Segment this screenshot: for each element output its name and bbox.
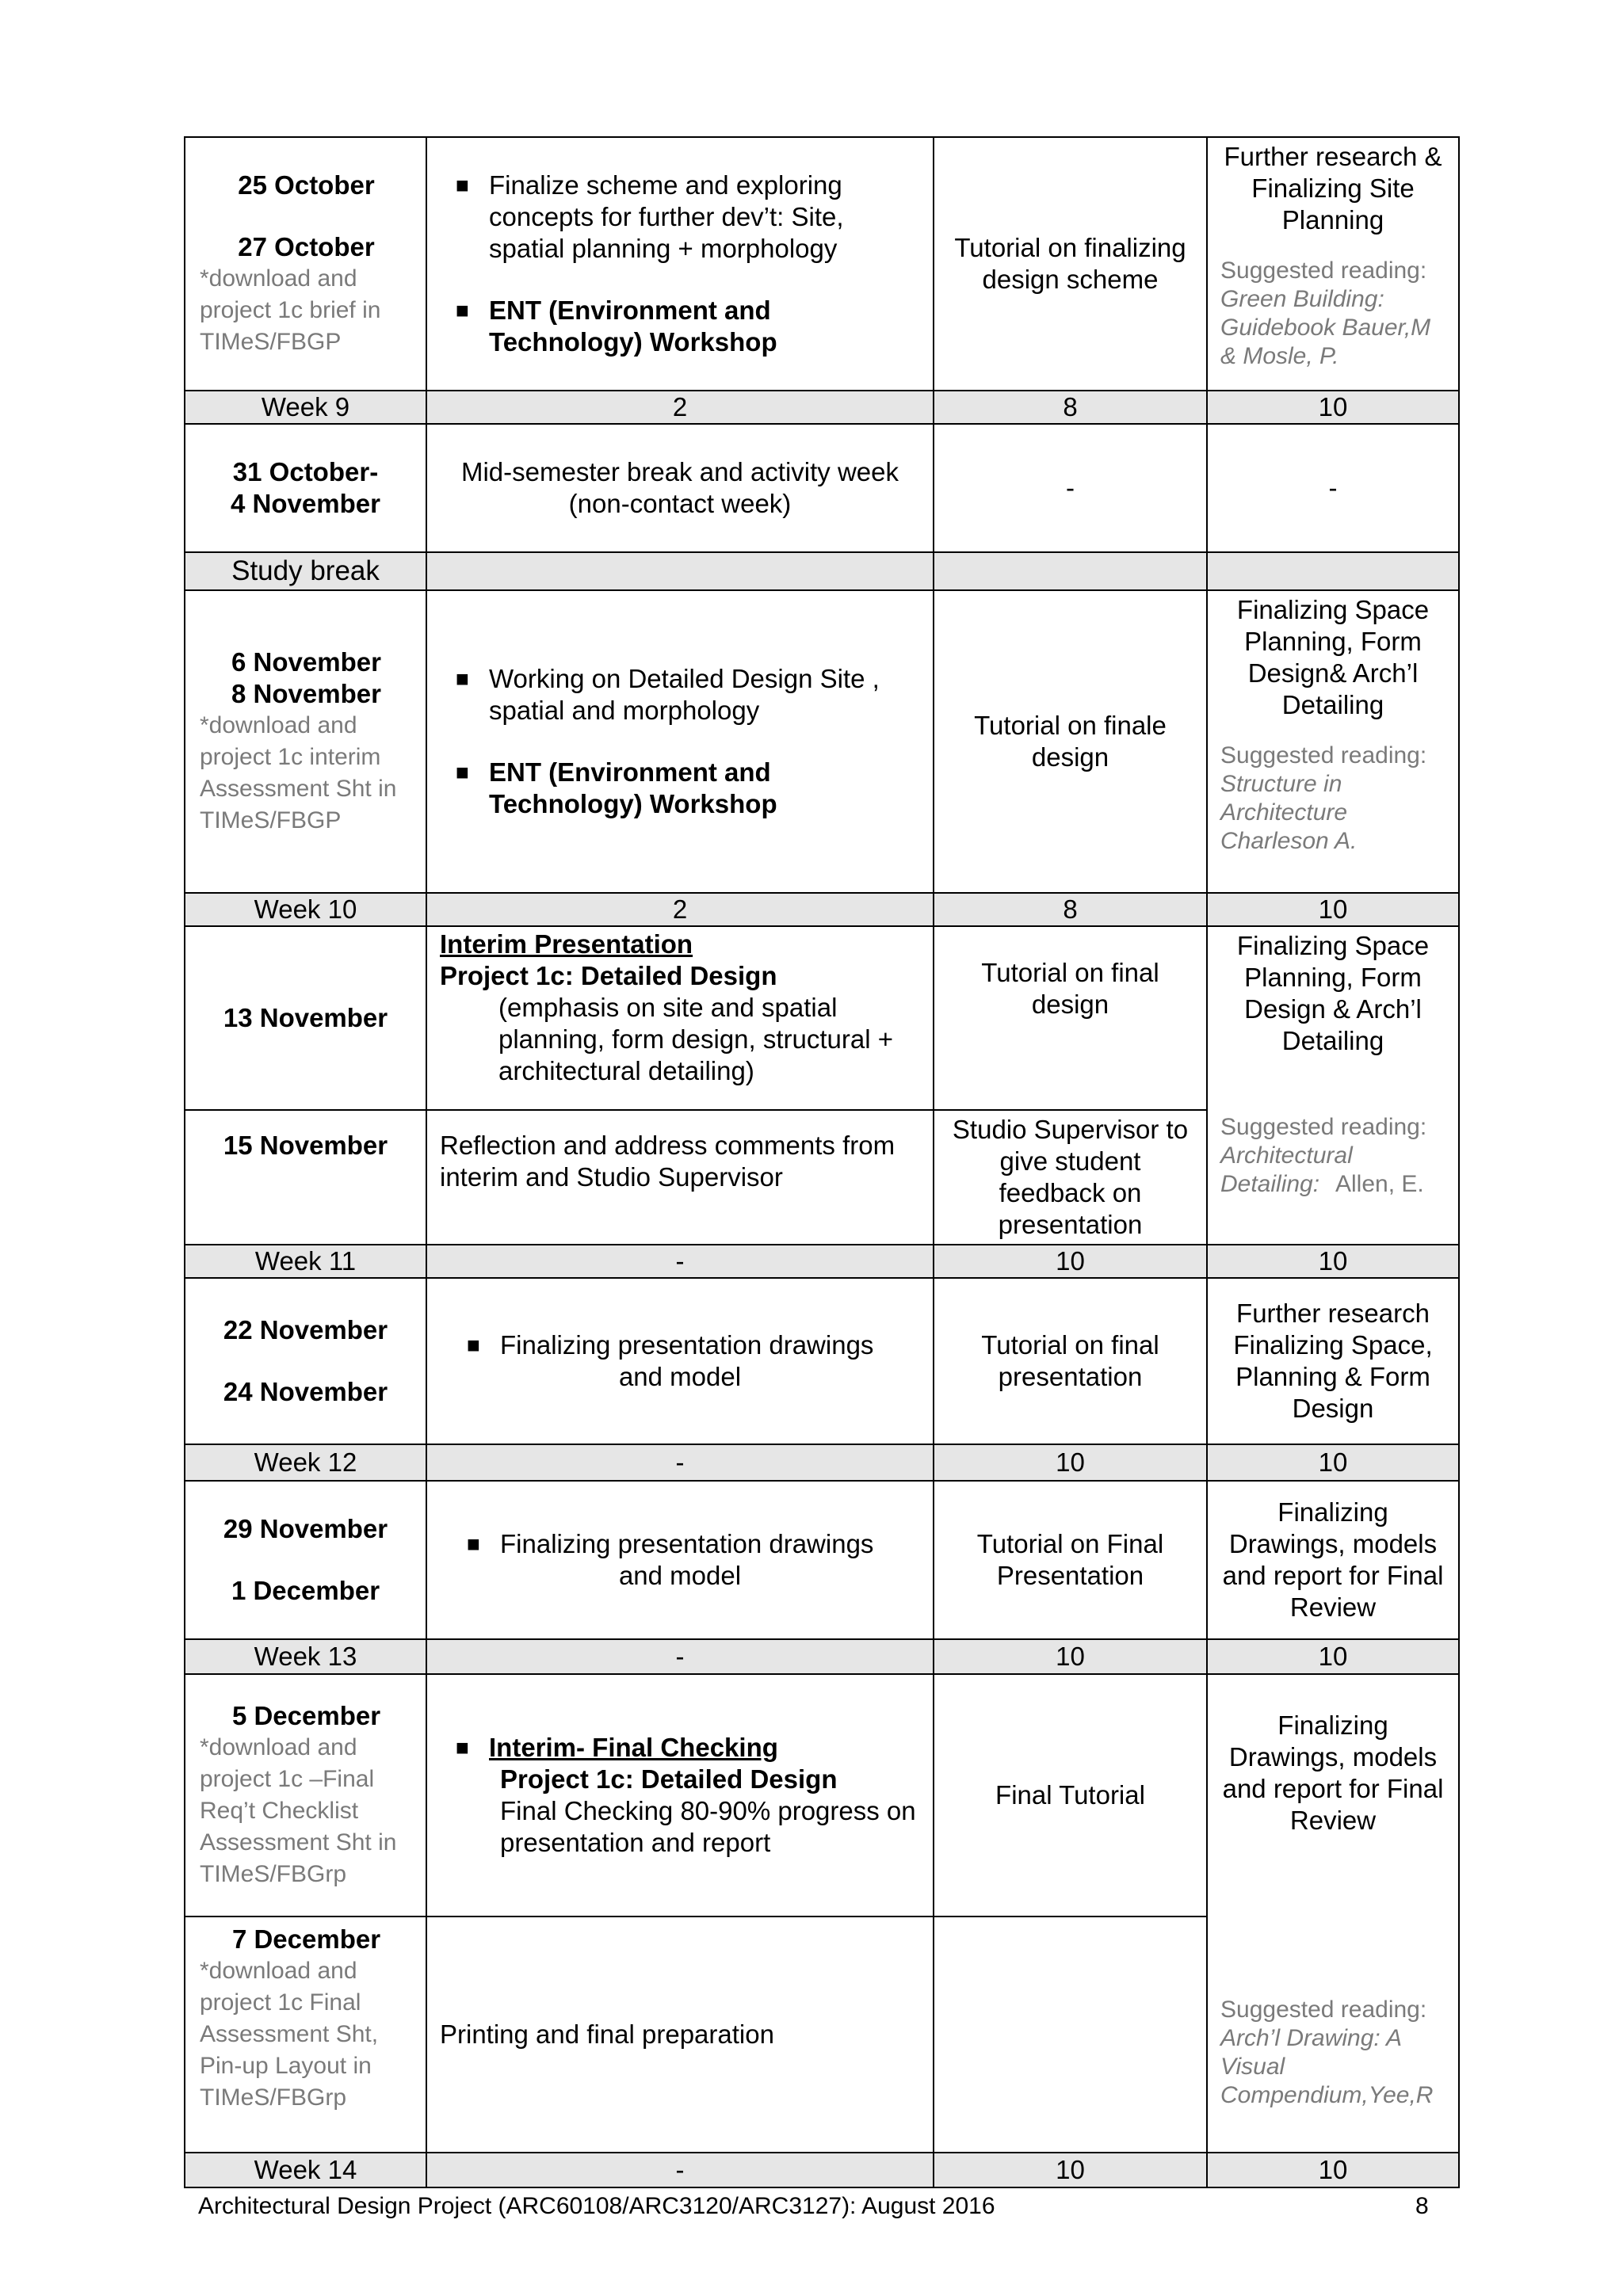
dash-cell: -	[1207, 424, 1459, 552]
week-hours: -	[426, 1245, 934, 1278]
checking-desc: Final Checking 80-90% progress on presentation and report	[500, 1796, 916, 1857]
suggested-reading-label: Suggested reading:	[1220, 1114, 1427, 1140]
square-bullet-icon: ■	[467, 1531, 480, 1556]
week-label: Week 9	[185, 391, 426, 424]
study-break-label: Study break	[185, 552, 426, 590]
date-label: 7 December	[231, 1924, 381, 1954]
break-text: (non-contact week)	[568, 489, 792, 518]
suggested-reading-text: Arch’l Drawing: A Visual Compendium,Yee,R	[1220, 2025, 1434, 2108]
week-hours: 10	[1207, 893, 1459, 926]
date-label: 15 November	[185, 1110, 426, 1245]
activity-bullet: ■ ENT (Environment and Technology) Workshop	[440, 757, 920, 820]
footer-course-title: Architectural Design Project (ARC60108/ARC3120/ARC3127): August 2016	[198, 2193, 995, 2219]
week-hours: -	[426, 1639, 934, 1674]
week-hours: 8	[934, 391, 1207, 424]
date-label: 4 November	[231, 489, 380, 518]
schedule-row-nov29	[185, 1481, 1459, 1639]
download-note: *download and project 1c interim Assessment Sht in TIMeS/FBGP	[200, 712, 397, 833]
square-bullet-icon: ■	[456, 1735, 469, 1760]
week-label: Week 13	[185, 1639, 426, 1674]
activity-bullet: ■ Interim- Final Checking	[440, 1732, 920, 1764]
week-hours: -	[426, 1444, 934, 1481]
date-label: 24 November	[223, 1377, 388, 1406]
study-task: Further research & Finalizing Site Planning	[1224, 142, 1442, 235]
study-task: Finalizing Drawings, models and report for Final Review	[1207, 1674, 1459, 1917]
square-bullet-icon: ■	[456, 666, 469, 691]
tutorial-cell: Studio Supervisor to give student feedback on presentation	[934, 1110, 1207, 1245]
schedule-row-nov13	[185, 926, 1459, 1110]
week-hours: -	[426, 2153, 934, 2187]
week-hours: 2	[426, 391, 934, 424]
week-row	[185, 2153, 1459, 2187]
presentation-desc: (emphasis on site and spatial planning, form design, structural + architectural detailing)	[498, 993, 894, 1085]
week-label: Week 10	[185, 893, 426, 926]
study-task: Finalizing Space Planning, Form Design& Arch’l Detailing	[1236, 595, 1430, 719]
week-hours: 2	[426, 893, 934, 926]
activity-bullet-cont: and model	[618, 1362, 742, 1391]
tutorial-cell: Tutorial on Final Presentation	[934, 1481, 1207, 1639]
tutorial-cell: Tutorial on final presentation	[934, 1278, 1207, 1444]
date-label: 31 October-	[232, 457, 379, 486]
square-bullet-icon: ■	[456, 173, 469, 197]
schedule-row-nov15	[185, 1110, 1459, 1245]
dash-cell: -	[934, 424, 1207, 552]
week-row	[185, 893, 1459, 926]
week-hours: 10	[934, 2153, 1207, 2187]
activity-bullet: ■ Finalize scheme and exploring concepts for further dev’t: Site, spatial planning + morphology	[440, 170, 920, 265]
week-hours: 10	[1207, 1444, 1459, 1481]
schedule-row-nov6	[185, 590, 1459, 893]
week-row	[185, 1639, 1459, 1674]
printing-text: Printing and final preparation	[426, 1917, 934, 2153]
activity-bullet-cont: and model	[618, 1561, 742, 1590]
tutorial-cell: Tutorial on finalizing design scheme	[934, 137, 1207, 391]
week-label: Week 12	[185, 1444, 426, 1481]
date-label: 22 November	[223, 1315, 388, 1344]
week-label: Week 11	[185, 1245, 426, 1278]
date-label: 25 October	[238, 170, 375, 200]
activity-bullet: ■ ENT (Environment and Technology) Workshop	[440, 295, 920, 358]
week-row	[185, 1245, 1459, 1278]
date-label: 27 October	[238, 232, 375, 261]
week-hours: 10	[934, 1245, 1207, 1278]
activity-bullet: ■ Working on Detailed Design Site , spatial and morphology	[440, 663, 920, 727]
week-hours: 8	[934, 893, 1207, 926]
week-hours: 10	[1207, 391, 1459, 424]
study-task: Further research Finalizing Space, Planning & Form Design	[1207, 1278, 1459, 1444]
square-bullet-icon: ■	[456, 298, 469, 322]
study-task: Finalizing Space Planning, Form Design & Arch’l Detailing	[1207, 926, 1459, 1110]
project-title: Project 1c: Detailed Design	[500, 1764, 838, 1794]
week-row	[185, 1444, 1459, 1481]
suggested-reading-label: Suggested reading:	[1220, 257, 1427, 284]
date-label: 8 November	[231, 679, 381, 708]
date-label: 1 December	[231, 1576, 380, 1605]
date-label: 5 December	[231, 1701, 381, 1730]
square-bullet-icon: ■	[456, 760, 469, 784]
suggested-reading-text: Structure in Architecture Charleson A.	[1220, 771, 1358, 854]
download-note: *download and project 1c brief in TIMeS/FBGP	[200, 265, 381, 355]
week-hours: 10	[1207, 1245, 1459, 1278]
suggested-reading-text: Green Building: Guidebook Bauer,M & Mosle, P.	[1220, 286, 1431, 369]
break-text: Mid-semester break and activity week	[460, 457, 899, 486]
tutorial-cell: Final Tutorial	[934, 1674, 1207, 1917]
schedule-row-oct25	[185, 137, 1459, 391]
square-bullet-icon: ■	[467, 1333, 480, 1357]
suggested-reading-label: Suggested reading:	[1220, 1997, 1427, 2023]
week-label: Week 14	[185, 2153, 426, 2187]
week-hours: 10	[1207, 1639, 1459, 1674]
week-row	[185, 391, 1459, 424]
date-label: 6 November	[231, 647, 381, 677]
activity-bullet: ■ Finalizing presentation drawings	[440, 1329, 920, 1361]
download-note: *download and project 1c Final Assessment Sht, Pin-up Layout in TIMeS/FBGrp	[200, 1958, 379, 2111]
schedule-row-dec7	[185, 1917, 1459, 2153]
schedule-row-nov22	[185, 1278, 1459, 1444]
tutorial-cell: Tutorial on final design	[934, 926, 1207, 1110]
week-hours: 10	[934, 1444, 1207, 1481]
project-title: Project 1c: Detailed Design	[440, 961, 777, 990]
suggested-reading-text: Architectural Detailing:	[1220, 1142, 1353, 1197]
download-note: *download and project 1c –Final Req’t Checklist Assessment Sht in TIMeS/FBGrp	[200, 1734, 397, 1887]
schedule-row-dec5	[185, 1674, 1459, 1917]
date-label: 29 November	[223, 1514, 388, 1543]
schedule-table	[184, 136, 1460, 2188]
suggested-reading-author: Allen, E.	[1335, 1171, 1424, 1197]
study-task: Finalizing Drawings, models and report for Final Review	[1207, 1481, 1459, 1639]
activity-bullet: ■ Finalizing presentation drawings	[440, 1528, 920, 1560]
suggested-reading-label: Suggested reading:	[1220, 742, 1427, 769]
study-break-row	[185, 552, 1459, 590]
schedule-row-break	[185, 424, 1459, 552]
tutorial-cell: Tutorial on finale design	[934, 590, 1207, 893]
page-number: 8	[1415, 2193, 1429, 2219]
week-hours: 10	[934, 1639, 1207, 1674]
date-label: 13 November	[185, 926, 426, 1110]
week-hours: 10	[1207, 2153, 1459, 2187]
reflection-text: Reflection and address comments from interim and Studio Supervisor	[426, 1110, 934, 1245]
presentation-title: Interim Presentation	[440, 929, 693, 959]
